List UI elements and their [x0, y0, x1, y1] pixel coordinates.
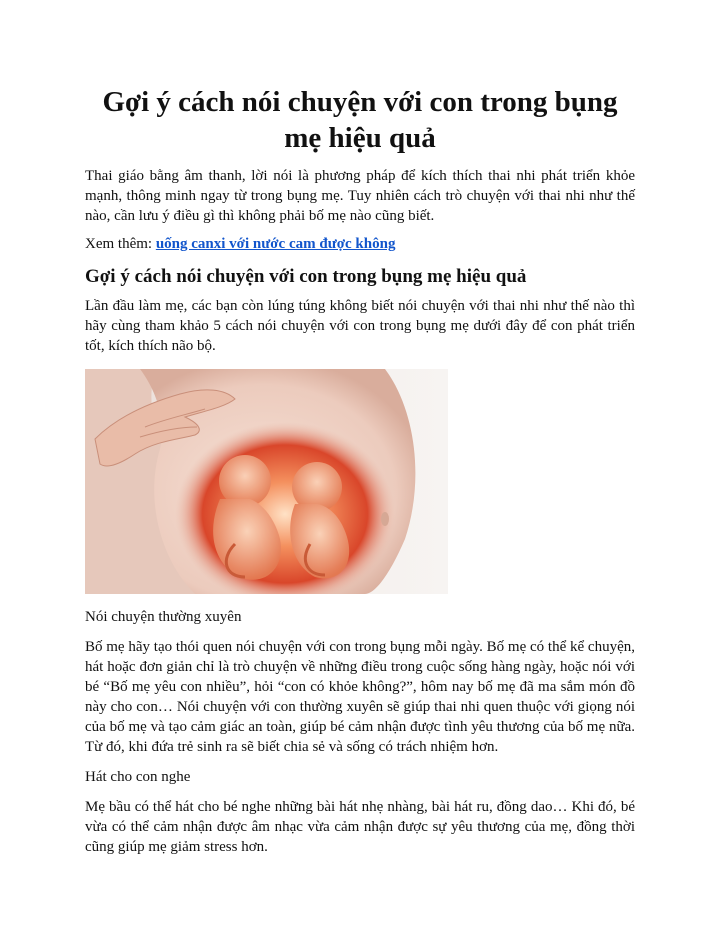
see-also-link[interactable]: uống canxi với nước cam được không: [155, 236, 396, 252]
article-title: Gợi ý cách nói chuyện với con trong bụng mẹ hiệu quả: [102, 86, 618, 154]
tip1-body: Bố mẹ hãy tạo thói quen nói chuyện với con trong bụng mỗi ngày. Bố mẹ có thể kể chuyện, hát hoặc đơn giản chỉ là trò chuyện về những điều trong cuộc sống hàng ngày, hoặc nói với bé “Bố mẹ yêu con nhiều”, hỏi “con có khỏe không?”, hôm nay bố mẹ đã ma sắm món đồ này cho con… Nói chuyện với con thường xuyên sẽ giúp thai nhi quen thuộc với giọng nói của bố mẹ và tạo cảm giác an toàn, giúp bé cảm nhận được tình yêu thương của bố mẹ nữa. Từ đó, khi đứa trẻ sinh ra sẽ biết chia sẻ và sống có trách nhiệm hơn.: [85, 639, 635, 755]
womb-twins-image: [85, 369, 448, 594]
tip1-title: Nói chuyện thường xuyên: [85, 609, 242, 625]
intro-paragraph: Thai giáo bằng âm thanh, lời nói là phương pháp để kích thích thai nhi phát triển khỏe mạnh, thông minh ngay từ trong bụng mẹ. Tuy nhiên cách trò chuyện với thai nhi như thế nào, cần lưu ý điều gì thì không phải bố mẹ nào cũng biết.: [85, 168, 635, 224]
document-page: [85, 84, 635, 857]
pregnancy-illustration: [85, 369, 448, 594]
tip2-title: Hát cho con nghe: [85, 769, 191, 785]
see-also-line: [85, 234, 635, 254]
section-intro-paragraph: Lần đầu làm mẹ, các bạn còn lúng túng không biết nói chuyện với thai nhi như thế nào thì hãy cùng tham khảo 5 cách nói chuyện với con trong bụng mẹ dưới đây để con phát triển tốt, kích thích não bộ.: [85, 298, 635, 354]
tip2-body: Mẹ bầu có thể hát cho bé nghe những bài hát nhẹ nhàng, bài hát ru, đồng dao… Khi đó, bé vừa có thể cảm nhận được âm nhạc vừa cảm nhận được sự yêu thương của mẹ, đồng thời cũng giúp mẹ giảm stress hơn.: [85, 799, 635, 855]
see-also-prefix: Xem thêm:: [85, 236, 156, 252]
section-heading: Gợi ý cách nói chuyện với con trong bụng mẹ hiệu quả: [85, 266, 527, 287]
